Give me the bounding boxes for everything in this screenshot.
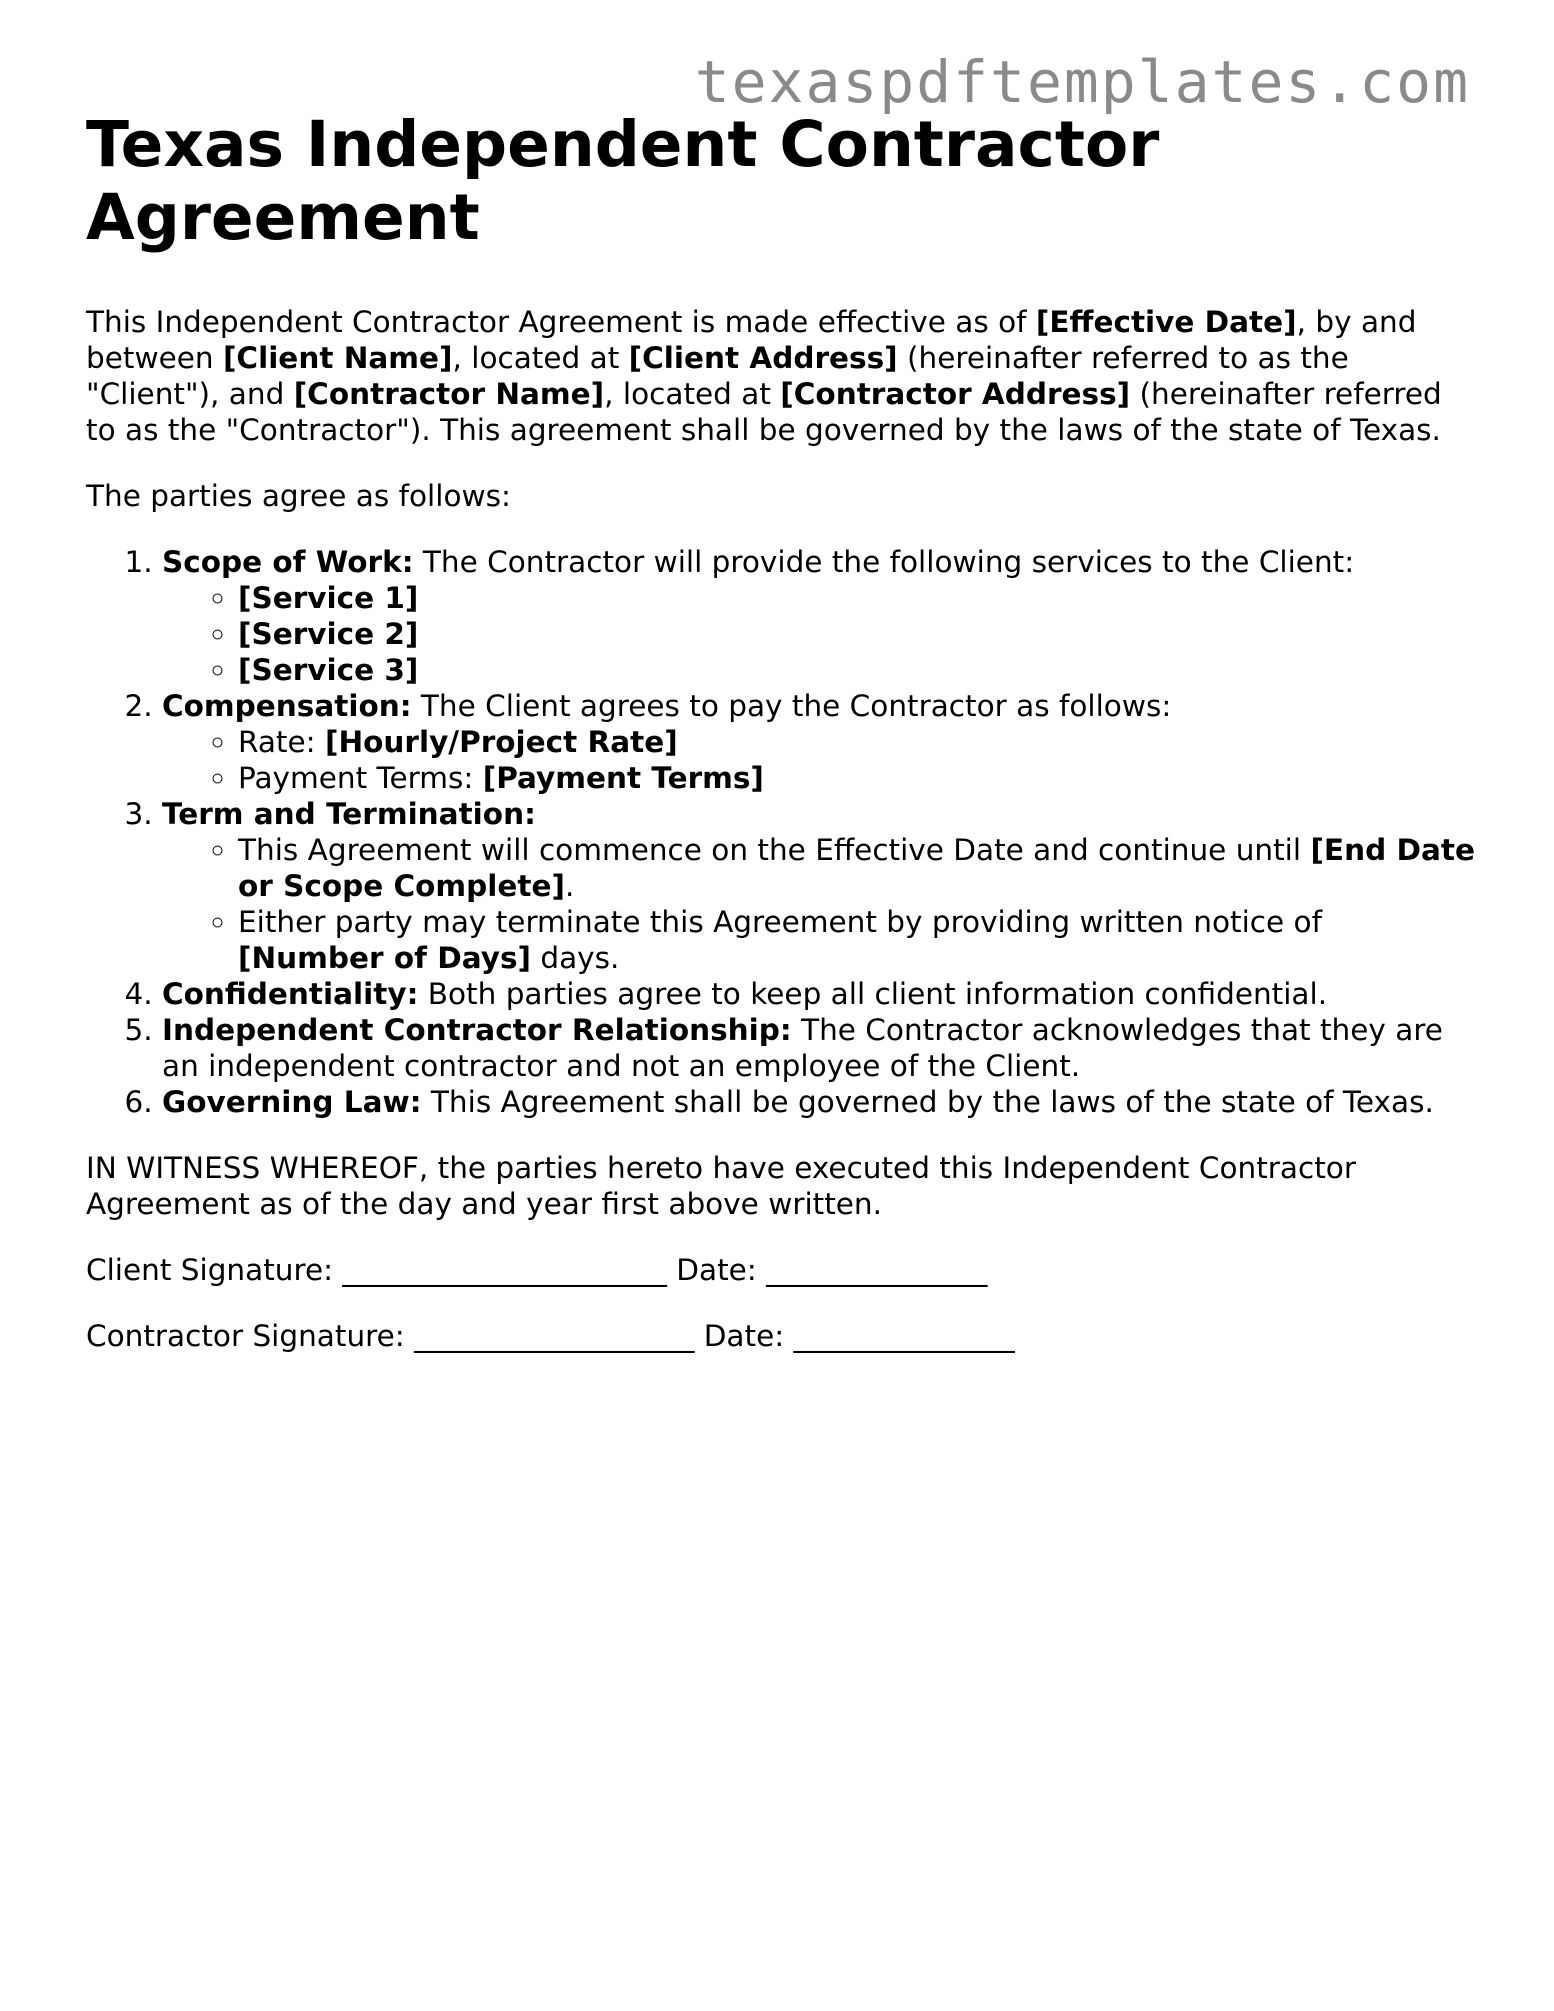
list-item: ◦ This Agreement will commence on the Effective Date and continue until [End Date or Scope Complete].: [238, 832, 1476, 904]
client-address-placeholder: [Client Address]: [628, 341, 898, 375]
page-title: Texas Independent Contractor Agreement: [86, 108, 1160, 254]
intro-paragraph: This Independent Contractor Agreement is made effective as of [Effective Date], by and between [Client Name], located at [Client Address] (hereinafter referred to as the "Client"), and [Contractor Name], located at [Contractor Address] (hereinafter referred to as the "Contractor"). This agreement shall be governed by the laws of the state of Texas.: [86, 305, 1442, 447]
client-name-placeholder: [Client Name]: [222, 341, 453, 375]
contractor-name-placeholder: [Contractor Name]: [293, 377, 605, 411]
effective-date-placeholder: [Effective Date]: [1035, 305, 1297, 339]
terms-list: [86, 544, 1476, 1120]
list-item: ◦ [Service 3]: [238, 652, 1476, 688]
compensation-list: [162, 724, 1476, 796]
section-heading: Independent Contractor Relationship:: [162, 1013, 792, 1047]
section-term: [162, 796, 1476, 976]
list-item: ◦ Either party may terminate this Agreement by providing written notice of [Number of Days] days.: [238, 904, 1476, 976]
section-compensation: 2. Compensation: The Client agrees to pay the Contractor as follows: ◦ Rate: [Hourly/Project Rate] ◦ Payment Terms: [Payment Terms]: [162, 688, 1476, 796]
list-item: ◦ [Service 1]: [238, 580, 1476, 616]
list-item: ◦ Payment Terms: [Payment Terms]: [238, 760, 1476, 796]
section-scope: 1. Scope of Work: The Contractor will provide the following services to the Client: ◦ [Service 1] ◦ [Service 2] ◦ [Service 3]: [162, 544, 1476, 688]
section-heading: Scope of Work:: [162, 545, 414, 579]
services-list: [162, 580, 1476, 688]
list-item: ◦ [Service 2]: [238, 616, 1476, 652]
term-list: [162, 832, 1476, 976]
section-governing-law: 6. Governing Law: This Agreement shall be governed by the laws of the state of Texas.: [162, 1084, 1476, 1120]
section-heading: Term and Termination:: [162, 797, 536, 831]
section-heading: Compensation:: [162, 689, 412, 723]
watermark: texaspdftemplates.com: [694, 48, 1470, 116]
list-item: ◦ Rate: [Hourly/Project Rate]: [238, 724, 1476, 760]
section-confidentiality: 4. Confidentiality: Both parties agree to keep all client information confidential.: [162, 976, 1476, 1012]
section-heading: Confidentiality:: [162, 977, 419, 1011]
agree-paragraph: The parties agree as follows:: [86, 479, 511, 513]
client-signature-line: Client Signature: ______________________ Date: _______________: [86, 1253, 988, 1287]
section-heading: Governing Law:: [162, 1085, 422, 1119]
witness-paragraph: IN WITNESS WHEREOF, the parties hereto have executed this Independent Contractor Agreement as of the day and year first above written.: [86, 1151, 1356, 1221]
section-relationship: 5. Independent Contractor Relationship: The Contractor acknowledges that they are an independent contractor and not an employee of the Client.: [162, 1012, 1476, 1084]
contractor-address-placeholder: [Contractor Address]: [780, 377, 1131, 411]
contractor-signature-line: Contractor Signature: ___________________ Date: _______________: [86, 1319, 1015, 1353]
document-body: [86, 108, 1476, 1354]
